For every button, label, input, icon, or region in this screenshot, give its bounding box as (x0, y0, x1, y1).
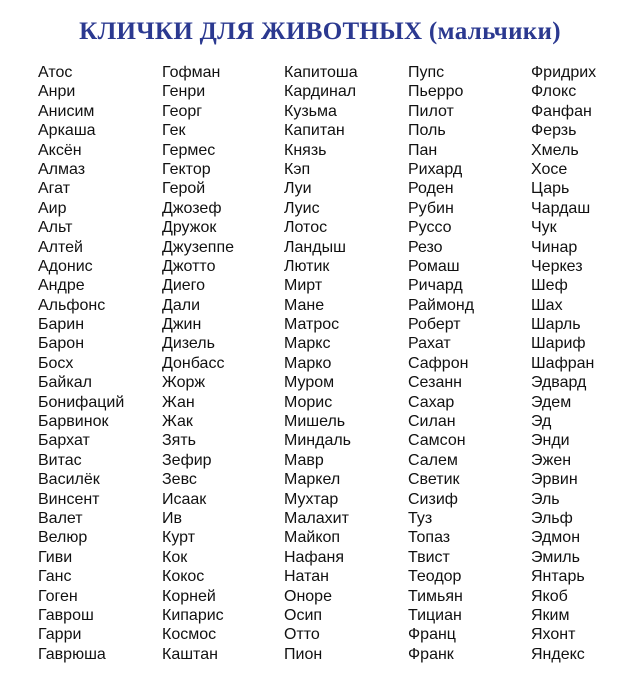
list-item: Кипарис (162, 606, 224, 624)
list-item: Руссо (408, 219, 452, 237)
list-item: Морис (284, 393, 333, 411)
list-item: Луис (284, 199, 320, 217)
list-item: Яндекс (531, 645, 585, 663)
list-item: Пьерро (408, 83, 464, 101)
list-item: Мирт (284, 277, 323, 295)
list-item: Георг (162, 102, 203, 120)
list-item: Топаз (408, 529, 451, 547)
list-item: Бархат (38, 432, 90, 450)
list-item: Гектор (162, 160, 211, 178)
list-item: Кэп (284, 160, 311, 178)
list-item: Босх (38, 354, 74, 372)
list-item: Фанфан (531, 102, 592, 120)
list-item: Джотто (162, 257, 216, 275)
list-item: Герой (162, 180, 206, 198)
list-item: Шеф (531, 277, 568, 295)
list-item: Чинар (531, 238, 578, 256)
list-item: Космос (162, 626, 217, 644)
names-column-4 (408, 63, 531, 664)
list-item: Василёк (38, 471, 100, 489)
list-item: Исаак (162, 490, 207, 508)
list-item: Зять (162, 432, 196, 450)
list-item: Пупс (408, 64, 445, 81)
list-item: Царь (531, 180, 570, 198)
list-item: Резо (408, 238, 443, 256)
list-item: Майкоп (284, 529, 341, 547)
list-item: Луи (284, 180, 312, 198)
list-item: Гек (162, 122, 186, 140)
list-item: Шах (531, 296, 563, 314)
list-item: Яким (531, 606, 570, 624)
list-item: Сезанн (408, 374, 463, 392)
page-title: КЛИЧКИ ДЛЯ ЖИВОТНЫХ (мальчики) (79, 18, 561, 45)
list-item: Оноре (284, 587, 332, 605)
list-item: Мавр (284, 451, 324, 469)
list-item: Шариф (531, 335, 586, 353)
list-item: Гарри (38, 626, 82, 644)
list-item: Каштан (162, 645, 218, 663)
list-item: Флокс (531, 83, 577, 101)
list-item: Аркаша (38, 122, 96, 140)
list-item: Рихард (408, 160, 463, 178)
list-item: Винсент (38, 490, 100, 508)
list-item: Чардаш (531, 199, 591, 217)
list-item: Тимьян (408, 587, 463, 605)
list-item: Маркел (284, 471, 341, 489)
list-item: Кокос (162, 568, 205, 586)
list-item: Барвинок (38, 413, 109, 431)
list-item: Князь (284, 141, 327, 159)
list-item: Маркс (284, 335, 331, 353)
list-item: Эльф (531, 509, 573, 527)
list-item: Рубин (408, 199, 454, 217)
list-item: Ричард (408, 277, 463, 295)
list-item: Жорж (162, 374, 206, 392)
list-item: Альт (38, 219, 73, 237)
list-item: Пилот (408, 102, 454, 120)
list-item: Эдмон (531, 529, 581, 547)
list-item: Эдем (531, 393, 572, 411)
list-item: Джузеппе (162, 238, 234, 256)
list-item: Франц (408, 626, 456, 644)
list-item: Велюр (38, 529, 88, 547)
list-item: Твист (408, 548, 450, 566)
list-item: Джин (162, 316, 202, 334)
list-item: Капитан (284, 122, 345, 140)
list-item: Дизель (162, 335, 215, 353)
list-item: Шарль (531, 316, 581, 334)
list-item: Мане (284, 296, 325, 314)
list-item: Эд (531, 413, 552, 431)
list-item: Эжен (531, 451, 572, 469)
list-item: Якоб (531, 587, 568, 605)
list-item: Кок (162, 548, 188, 566)
list-item: Янтарь (531, 568, 585, 586)
list-item: Светик (408, 471, 460, 489)
list-item: Андре (38, 277, 85, 295)
list-item: Жак (162, 413, 193, 431)
list-item: Эрвин (531, 471, 578, 489)
list-item: Диего (162, 277, 206, 295)
list-item: Матрос (284, 316, 340, 334)
list-item: Курт (162, 529, 196, 547)
list-item: Аир (38, 199, 67, 217)
list-item: Алтей (38, 238, 83, 256)
list-item: Туз (408, 509, 433, 527)
list-item: Джозеф (162, 199, 222, 217)
list-item: Силан (408, 413, 456, 431)
list-item: Ферзь (531, 122, 577, 140)
list-item: Барин (38, 316, 85, 334)
list-item: Кузьма (284, 102, 337, 120)
list-item: Хосе (531, 160, 568, 178)
list-item: Кардинал (284, 83, 357, 101)
list-item: Капитоша (284, 64, 358, 81)
list-item: Теодор (408, 568, 462, 586)
list-item: Зефир (162, 451, 212, 469)
list-item: Лотос (284, 219, 328, 237)
list-item: Эдвард (531, 374, 587, 392)
list-item: Поль (408, 122, 446, 140)
list-item: Нафаня (284, 548, 345, 566)
names-column-1 (38, 63, 162, 664)
list-item: Барон (38, 335, 85, 353)
list-item: Атос (38, 64, 73, 81)
list-item: Шафран (531, 354, 595, 372)
list-item: Аксён (38, 141, 82, 159)
list-item: Агат (38, 180, 71, 198)
list-item: Генри (162, 83, 206, 101)
list-item: Гаврюша (38, 645, 106, 663)
list-item: Роден (408, 180, 454, 198)
list-item: Альфонс (38, 296, 106, 314)
names-column-3 (284, 63, 408, 664)
list-item: Эмиль (531, 548, 580, 566)
list-item: Фридрих (531, 64, 597, 81)
list-item: Гоген (38, 587, 78, 605)
list-item: Ландыш (284, 238, 346, 256)
list-item: Анри (38, 83, 76, 101)
list-item: Эль (531, 490, 560, 508)
list-item: Зевс (162, 471, 197, 489)
list-item: Бонифаций (38, 393, 125, 411)
list-item: Малахит (284, 509, 349, 527)
list-item: Гаврош (38, 606, 94, 624)
list-item: Пан (408, 141, 438, 159)
list-item: Мухтар (284, 490, 339, 508)
names-column-2 (162, 63, 284, 664)
list-item: Лютик (284, 257, 330, 275)
list-item: Гиви (38, 548, 73, 566)
list-item: Самсон (408, 432, 466, 450)
list-item: Донбасс (162, 354, 225, 372)
list-item: Сахар (408, 393, 455, 411)
list-item: Пион (284, 645, 323, 663)
list-item: Гофман (162, 64, 221, 81)
list-item: Отто (284, 626, 320, 644)
list-item: Франк (408, 645, 454, 663)
list-item: Анисим (38, 102, 95, 120)
list-item: Сафрон (408, 354, 469, 372)
list-item: Энди (531, 432, 570, 450)
list-item: Роберт (408, 316, 461, 334)
list-item: Гермес (162, 141, 216, 159)
list-item: Дали (162, 296, 201, 314)
list-item: Сизиф (408, 490, 458, 508)
list-item: Черкез (531, 257, 583, 275)
list-item: Корней (162, 587, 216, 605)
list-item: Хмель (531, 141, 579, 159)
list-item: Осип (284, 606, 323, 624)
list-item: Байкал (38, 374, 92, 392)
list-item: Ганс (38, 568, 72, 586)
list-item: Яхонт (531, 626, 576, 644)
list-item: Натан (284, 568, 329, 586)
list-item: Валет (38, 509, 83, 527)
list-item: Миндаль (284, 432, 352, 450)
list-item: Ив (162, 509, 182, 527)
list-item: Ромаш (408, 257, 460, 275)
list-item: Рахат (408, 335, 451, 353)
list-item: Чук (531, 219, 557, 237)
list-item: Марко (284, 354, 332, 372)
names-column-5 (531, 63, 631, 664)
list-item: Дружок (162, 219, 217, 237)
list-item: Тициан (408, 606, 462, 624)
names-columns (38, 63, 631, 664)
list-item: Жан (162, 393, 195, 411)
list-item: Раймонд (408, 296, 475, 314)
list-item: Мишель (284, 413, 346, 431)
list-item: Адонис (38, 257, 93, 275)
list-item: Алмаз (38, 160, 86, 178)
list-item: Салем (408, 451, 458, 469)
list-item: Витас (38, 451, 82, 469)
list-item: Муром (284, 374, 335, 392)
